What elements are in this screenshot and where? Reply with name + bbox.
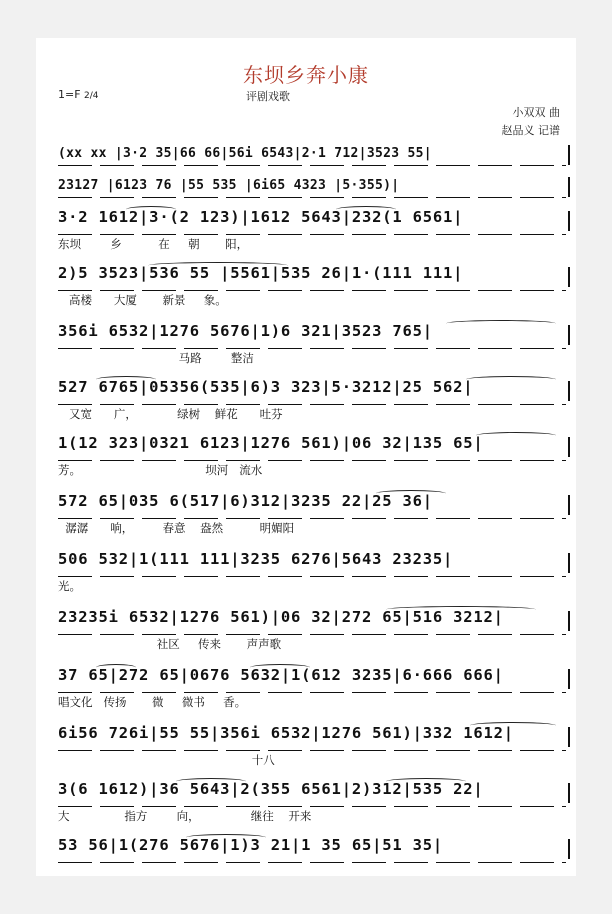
key-label: 1=F (58, 88, 81, 101)
staff-row-12 (36, 722, 576, 778)
beam-line (58, 197, 566, 198)
beam-line (58, 518, 566, 519)
bar-line (568, 669, 570, 689)
beam-line (58, 165, 566, 166)
lyrics-line: 马路 整洁 (58, 351, 254, 365)
bar-line (568, 381, 570, 401)
bar-line (568, 839, 570, 859)
staff-row-11 (36, 664, 576, 720)
bar-line (568, 553, 570, 573)
lyrics-line: 芳。 坝河 流水 (58, 463, 263, 477)
notes-line: 572 65|035 6(517|6)312|3235 22|25 36| (58, 492, 433, 510)
staff-row-13 (36, 778, 576, 834)
lyrics-line: 高楼 大厦 新景 象。 (58, 293, 227, 307)
bar-line (568, 727, 570, 747)
bar-line (568, 145, 570, 165)
beam-line (58, 460, 566, 461)
beam-line (58, 750, 566, 751)
notes-line: (xx xx |3·2 35|66 66|56i 6543|2·1 712|3523 55| (58, 146, 432, 161)
staff-row-9 (36, 548, 576, 604)
bar-line (568, 611, 570, 631)
bar-line (568, 267, 570, 287)
bar-line (568, 495, 570, 515)
notes-line: 23127 |6123 76 |55 535 |6i65 4323 |5·355)| (58, 178, 400, 193)
notes-line: 23235i 6532|1276 561)|06 32|272 65|516 3212| (58, 608, 504, 626)
key-signature (58, 88, 99, 101)
bar-line (568, 325, 570, 345)
lyrics-line: 光。 (58, 579, 81, 593)
bar-line (568, 177, 570, 197)
composer-credit: 小双双 曲 (512, 106, 560, 119)
beam-line (58, 692, 566, 693)
time-signature: 2/4 (84, 91, 99, 101)
notes-line: 37 65|272 65|0676 5632|1(612 3235|6·666 666| (58, 666, 504, 684)
beam-line (58, 234, 566, 235)
beam-line (58, 404, 566, 405)
lyrics-line: 十八 (58, 753, 275, 767)
lyrics-line: 潺潺 响， 春意 盎然 明媚阳 (58, 521, 295, 535)
notes-line: 506 532|1(111 111|3235 6276|5643 23235| (58, 550, 454, 568)
lyrics-line: 唱文化 传扬 微 微书 香。 (58, 695, 247, 709)
staff-row-3 (36, 206, 576, 262)
song-title: 东坝乡奔小康 (243, 63, 369, 87)
staff-row-14 (36, 834, 576, 876)
bar-line (568, 437, 570, 457)
notes-line: 527 6765|05356(535|6)3 323|5·3212|25 562| (58, 378, 474, 396)
staff-row-6 (36, 376, 576, 432)
staff-row-8 (36, 490, 576, 546)
staff-row-10 (36, 606, 576, 662)
lyrics-line: 东坝 乡 在 朝 阳， (58, 237, 249, 251)
beam-line (58, 806, 566, 807)
notes-line: 6i56 726i|55 55|356i 6532|1276 561)|332 1612| (58, 724, 514, 742)
notes-line: 1(12 323|0321 6123|1276 561)|06 32|135 65| (58, 434, 484, 452)
notes-line: 53 56|1(276 5676|1)3 21|1 35 65|51 35| (58, 836, 444, 854)
beam-line (58, 576, 566, 577)
notes-line: 3(6 1612)|36 5643|2(355 6561|2)312|535 22| (58, 780, 484, 798)
transcriber-credit: 赵品义 记谱 (501, 124, 560, 137)
notes-line: 356i 6532|1276 5676|1)6 321|3523 765| (58, 322, 433, 340)
beam-line (58, 862, 566, 863)
notes-line: 2)5 3523|536 55 |5561|535 26|1·(111 111| (58, 264, 464, 282)
lyrics-line: 社区 传来 声声歌 (58, 637, 282, 651)
staff-row-7 (36, 432, 576, 488)
genre-subtitle: 评剧戏歌 (246, 90, 290, 103)
beam-line (58, 290, 566, 291)
beam-line (58, 634, 566, 635)
beam-line (58, 348, 566, 349)
bar-line (568, 211, 570, 231)
staff-row-5 (36, 320, 576, 376)
score-sheet (36, 38, 576, 876)
bar-line (568, 783, 570, 803)
notes-line: 3·2 1612|3·(2 123)|1612 5643|232(1 6561| (58, 208, 464, 226)
lyrics-line: 大 指方 向， 继往 开来 (58, 809, 312, 823)
lyrics-line: 又宽 广， 绿树 鲜花 吐芬 (58, 407, 283, 421)
staff-row-4 (36, 262, 576, 318)
